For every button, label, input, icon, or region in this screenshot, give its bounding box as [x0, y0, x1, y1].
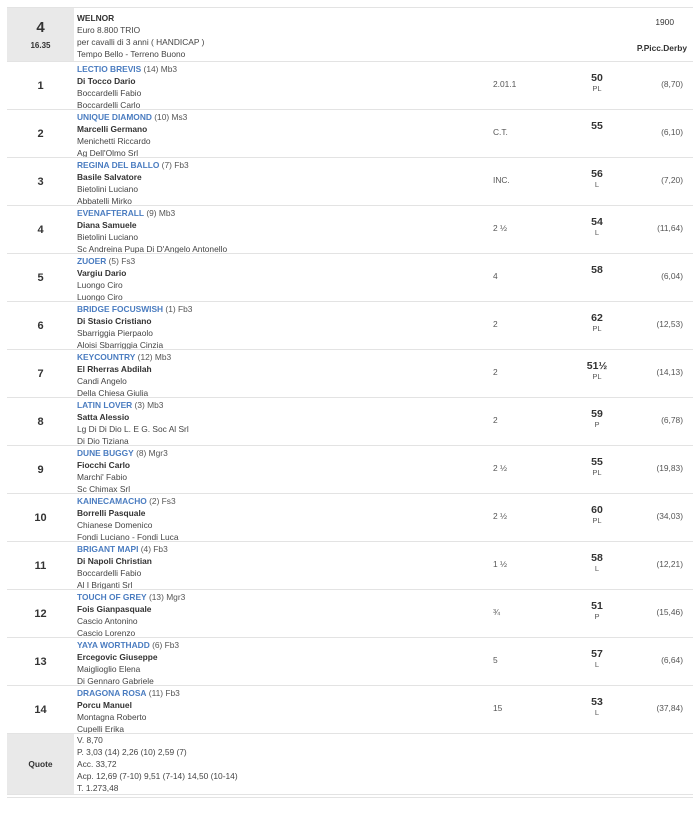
horse-name-link[interactable]: UNIQUE DIAMOND	[77, 112, 152, 122]
horse-details: (13) Mgr3	[146, 592, 186, 602]
horse-details: (8) Mgr3	[133, 448, 168, 458]
owner-name: Di Gennaro Gabriele	[77, 676, 154, 685]
weight-value: 58	[591, 552, 603, 564]
runner-info	[74, 494, 487, 541]
race-time: 16.35	[30, 41, 51, 50]
finish-position-value: 9	[37, 463, 44, 476]
odds-value: (6,10)	[661, 127, 683, 137]
race-track: P.Picc.Derby	[636, 43, 687, 53]
horse-name-link[interactable]: REGINA DEL BALLO	[77, 160, 160, 170]
trainer-name: Montagna Roberto	[77, 712, 147, 722]
quote-line: Acp. 12,69 (7-10) 9,51 (7-14) 14,50 (10-14)	[77, 771, 238, 781]
finish-position	[7, 206, 74, 253]
status-value: L	[594, 228, 600, 237]
quote-line: Acc. 33,72	[77, 759, 117, 769]
weight-value: 62	[591, 312, 603, 324]
weight-cell	[567, 360, 627, 382]
weight-cell	[567, 648, 627, 670]
jockey-name: Vargiu Dario	[77, 268, 127, 278]
status-value: PL	[592, 84, 602, 93]
status-value: PL	[592, 468, 602, 477]
finish-position	[7, 686, 74, 733]
runner-info	[74, 110, 487, 157]
finish-position-value: 4	[37, 223, 44, 236]
weight-value: 50	[591, 72, 603, 84]
trainer-name: Luongo Ciro	[77, 280, 123, 290]
margin-value: 2 ½	[493, 223, 507, 233]
horse-details: (11) Fb3	[146, 688, 180, 698]
weight-value: 58	[591, 264, 603, 276]
race-number: 4	[36, 19, 45, 36]
finish-position-value: 11	[34, 559, 47, 572]
runner-row	[7, 110, 693, 158]
odds-value: (37,84)	[656, 703, 683, 713]
runner-row	[7, 158, 693, 206]
finish-position	[7, 62, 74, 109]
odds-value: (19,83)	[656, 463, 683, 473]
quote-line: T. 1.273,48	[77, 783, 119, 793]
horse-name-link[interactable]: TOUCH OF GREY	[77, 592, 147, 602]
odds-value: (34,03)	[656, 511, 683, 521]
status-value: P	[594, 420, 600, 429]
finish-position-value: 2	[37, 127, 44, 140]
weight-cell	[567, 600, 627, 622]
jockey-name: Di Stasio Cristiano	[77, 316, 152, 326]
runner-info	[74, 542, 487, 589]
runner-row	[7, 686, 693, 734]
finish-position-value: 7	[37, 367, 44, 380]
race-prize: Euro 8.800 TRIO	[77, 25, 141, 35]
runner-row	[7, 302, 693, 350]
trainer-name: Maiglioglio Elena	[77, 664, 141, 674]
owner-name: Abbatelli Mirko	[77, 196, 132, 205]
finish-position	[7, 494, 74, 541]
finish-position	[7, 350, 74, 397]
status-value: L	[594, 564, 600, 573]
horse-name-link[interactable]: BRIGANT MAPI	[77, 544, 139, 554]
runner-row	[7, 590, 693, 638]
runner-info	[74, 590, 487, 637]
runner-info	[74, 446, 487, 493]
odds-value: (12,21)	[656, 559, 683, 569]
jockey-name: Satta Alessio	[77, 412, 130, 422]
jockey-name: Diana Samuele	[77, 220, 137, 230]
trainer-name: Bietolini Luciano	[77, 184, 138, 194]
status-value: PL	[592, 324, 602, 333]
horse-name-link[interactable]: KEYCOUNTRY	[77, 352, 136, 362]
margin-value: 2.01.1	[493, 79, 517, 89]
odds-value: (6,64)	[661, 655, 683, 665]
owner-name: Luongo Ciro	[77, 292, 123, 301]
finish-position	[7, 158, 74, 205]
owner-name: Boccardelli Carlo	[77, 100, 141, 109]
weight-value: 53	[591, 696, 603, 708]
quote-label-cell	[7, 734, 74, 794]
finish-position	[7, 446, 74, 493]
weight-value: 51	[591, 600, 603, 612]
finish-position-value: 8	[37, 415, 44, 428]
odds-value: (7,20)	[661, 175, 683, 185]
odds-value: (8,70)	[661, 79, 683, 89]
margin-value: 2	[493, 415, 498, 425]
quote-line: V. 8,70	[77, 735, 103, 745]
weight-value: 56	[591, 168, 603, 180]
horse-details: (4) Fb3	[138, 544, 168, 554]
runner-info	[74, 158, 487, 205]
finish-position	[7, 110, 74, 157]
finish-position	[7, 542, 74, 589]
horse-details: (5) Fs3	[106, 256, 136, 266]
trainer-name: Boccardelli Fabio	[77, 88, 142, 98]
jockey-name: Marcelli Germano	[77, 124, 148, 134]
weight-cell	[567, 408, 627, 430]
race-weather: Tempo Bello - Terreno Buono	[77, 49, 186, 59]
margin-value: 2	[493, 367, 498, 377]
odds-value: (14,13)	[656, 367, 683, 377]
race-header-row	[7, 8, 693, 62]
margin-value: 4	[493, 271, 498, 281]
jockey-name: Di Tocco Dario	[77, 76, 136, 86]
margin-value: 2	[493, 319, 498, 329]
horse-name-link[interactable]: LECTIO BREVIS	[77, 64, 142, 74]
horse-details: (12) Mb3	[135, 352, 172, 362]
margin-value: 5	[493, 655, 498, 665]
horse-name-link[interactable]: BRIDGE FOCUSWISH	[77, 304, 164, 314]
race-distance: 1900	[655, 17, 674, 27]
jockey-name: Ercegovic Giuseppe	[77, 652, 158, 662]
horse-details: (1) Fb3	[163, 304, 193, 314]
horse-name-link[interactable]: DRAGONA ROSA	[77, 688, 147, 698]
trainer-name: Boccardelli Fabio	[77, 568, 142, 578]
weight-cell	[567, 456, 627, 478]
race-info	[74, 8, 487, 61]
horse-details: (9) Mb3	[144, 208, 176, 218]
runner-row	[7, 446, 693, 494]
finish-position-value: 14	[34, 703, 47, 716]
margin-value: ¾	[493, 607, 500, 617]
finish-position-value: 3	[37, 175, 44, 188]
finish-position	[7, 398, 74, 445]
status-value: L	[594, 708, 600, 717]
race-conditions: per cavalli di 3 anni ( HANDICAP )	[77, 37, 205, 47]
horse-name-link[interactable]: ZUOER	[77, 256, 107, 266]
runner-info	[74, 206, 487, 253]
finish-position-value: 1	[37, 79, 44, 92]
weight-value: 59	[591, 408, 603, 420]
runner-row	[7, 62, 693, 110]
runner-row	[7, 494, 693, 542]
owner-name: Al I Briganti Srl	[77, 580, 133, 589]
jockey-name: Porcu Manuel	[77, 700, 132, 710]
status-value: P	[594, 612, 600, 621]
jockey-name: Borrelli Pasquale	[77, 508, 146, 518]
trainer-name: Sbarriggia Pierpaolo	[77, 328, 153, 338]
runner-row	[7, 206, 693, 254]
jockey-name: El Rherras Abdilah	[77, 364, 152, 374]
jockey-name: Di Napoli Christian	[77, 556, 152, 566]
finish-position	[7, 590, 74, 637]
weight-cell	[567, 312, 627, 334]
weight-cell	[567, 504, 627, 526]
owner-name: Cascio Lorenzo	[77, 628, 136, 637]
horse-details: (10) Ms3	[151, 112, 188, 122]
jockey-name: Fois Gianpasquale	[77, 604, 152, 614]
runner-row	[7, 350, 693, 398]
odds-value: (11,64)	[657, 223, 683, 233]
finish-position	[7, 254, 74, 301]
horse-details: (6) Fb3	[149, 640, 180, 650]
runner-row	[7, 254, 693, 302]
odds-value: (12,53)	[656, 319, 683, 329]
race-number-cell	[7, 8, 74, 61]
weight-cell	[567, 216, 627, 238]
weight-cell	[567, 696, 627, 718]
horse-details: (14) Mb3	[141, 64, 178, 74]
weight-value: 51½	[586, 360, 608, 372]
runner-info	[74, 254, 487, 301]
odds-value: (6,04)	[661, 271, 683, 281]
owner-name: Aloisi Sbarriggia Cinzia	[77, 340, 164, 349]
horse-name-link[interactable]: DUNE BUGGY	[77, 448, 134, 458]
margin-value: 1 ½	[493, 559, 507, 569]
weight-value: 60	[591, 504, 603, 516]
horse-details: (3) Mb3	[132, 400, 164, 410]
margin-value: C.T.	[493, 127, 508, 137]
weight-value: 55	[591, 456, 603, 468]
status-value: PL	[592, 516, 602, 525]
horse-name-link[interactable]: LATIN LOVER	[77, 400, 133, 410]
runner-info	[74, 686, 487, 733]
weight-cell	[567, 72, 627, 94]
weight-cell	[567, 120, 627, 132]
trainer-name: Marchi' Fabio	[77, 472, 128, 482]
margin-value: 15	[493, 703, 503, 713]
horse-name-link[interactable]: EVENAFTERALL	[77, 208, 144, 218]
status-value: PL	[592, 372, 602, 381]
horse-details: (2) Fs3	[146, 496, 176, 506]
trainer-name: Lg Di Di Dio L. E G. Soc Al Srl	[77, 424, 189, 434]
horse-name-link[interactable]: YAYA WORTHADD	[77, 640, 150, 650]
trainer-name: Menichetti Riccardo	[77, 136, 151, 146]
runner-info	[74, 398, 487, 445]
quote-line: P. 3,03 (14) 2,26 (10) 2,59 (7)	[77, 747, 187, 757]
runner-row	[7, 542, 693, 590]
horse-details: (7) Fb3	[159, 160, 189, 170]
owner-name: Sc Chimax Srl	[77, 484, 131, 493]
quote-values	[74, 734, 487, 794]
owner-name: Della Chiesa Giulia	[77, 388, 149, 397]
race-results-table	[7, 7, 693, 795]
finish-position	[7, 638, 74, 685]
runner-row	[7, 638, 693, 686]
finish-position	[7, 302, 74, 349]
trainer-name: Chianese Domenico	[77, 520, 153, 530]
runner-info	[74, 350, 487, 397]
runner-info	[74, 62, 487, 109]
owner-name: Cupelli Erika	[77, 724, 125, 733]
owner-name: Di Dio Tiziana	[77, 436, 129, 445]
odds-value: (6,78)	[661, 415, 683, 425]
finish-position-value: 6	[37, 319, 44, 332]
trainer-name: Bietolini Luciano	[77, 232, 138, 242]
trainer-name: Cascio Antonino	[77, 616, 138, 626]
trainer-name: Candi Angelo	[77, 376, 127, 386]
owner-name: Sc Andreina Pupa Di D'Angelo Antonello	[77, 244, 228, 253]
finish-position-value: 13	[34, 655, 47, 668]
weight-value: 54	[591, 216, 603, 228]
owner-name: Fondi Luciano - Fondi Luca	[77, 532, 179, 541]
odds-value: (15,46)	[656, 607, 683, 617]
owner-name: Ag Dell'Olmo Srl	[77, 148, 139, 157]
finish-position-value: 5	[37, 271, 44, 284]
jockey-name: Basile Salvatore	[77, 172, 142, 182]
weight-cell	[567, 264, 627, 276]
finish-position-value: 12	[34, 607, 47, 620]
weight-cell	[567, 168, 627, 190]
margin-value: 2 ½	[493, 511, 507, 521]
runner-info	[74, 302, 487, 349]
runner-info	[74, 638, 487, 685]
margin-value: INC.	[493, 175, 510, 185]
weight-value: 57	[591, 648, 603, 660]
horse-name-link[interactable]: KAINECAMACHO	[77, 496, 147, 506]
jockey-name: Fiocchi Carlo	[77, 460, 131, 470]
status-value: L	[594, 660, 600, 669]
status-value: L	[594, 180, 600, 189]
finish-position-value: 10	[34, 511, 47, 524]
weight-cell	[567, 552, 627, 574]
weight-value: 55	[591, 120, 603, 132]
race-name: WELNOR	[77, 13, 115, 23]
footer-divider	[7, 797, 693, 798]
quote-label: Quote	[28, 759, 53, 769]
quote-row	[7, 734, 693, 795]
runner-row	[7, 398, 693, 446]
margin-value: 2 ½	[493, 463, 507, 473]
